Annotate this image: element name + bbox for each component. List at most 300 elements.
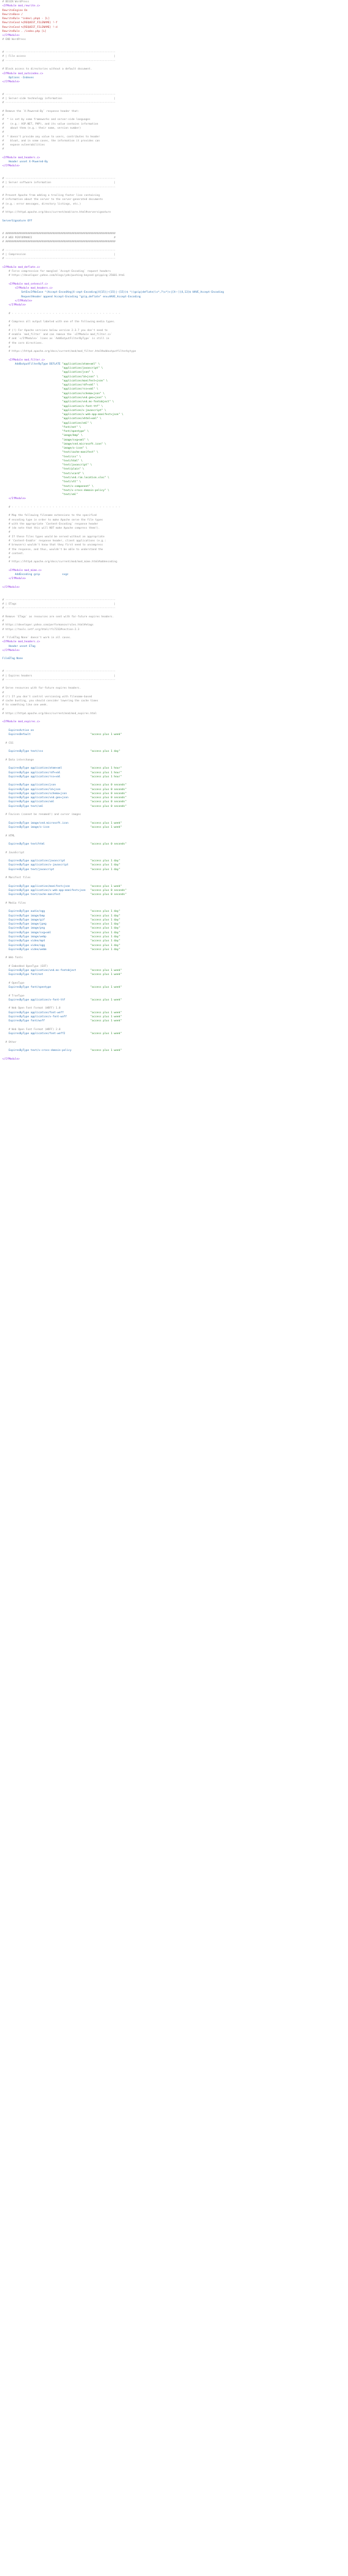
directive-value: "access plus 1 week" [90, 1020, 122, 1023]
comment-line: # ---------------------------------------------------------------------- [2, 185, 116, 189]
directive-value: "text/cache-manifest" \ [61, 451, 99, 454]
code-line [2, 590, 348, 594]
directive-value: "text/vtt" \ [61, 481, 81, 484]
directive-value: "access plus 0 seconds" [90, 893, 127, 897]
comment-line: # Web Open Font Format (WOFF) 1.0 [2, 1007, 61, 1010]
directive-value: "application/vnd.ms-fontobject" \ [61, 401, 114, 404]
directive-keyword [2, 493, 62, 496]
directive-line [2, 1019, 348, 1023]
directive-line [2, 1011, 348, 1015]
directive-line [2, 362, 348, 366]
code-line [2, 611, 348, 615]
directive-keyword: ExpiresByType image/vnd.microsoft.icon [2, 821, 90, 825]
directive-keyword: ExpiresByType font/eot [2, 973, 90, 977]
directive-line [2, 771, 348, 775]
code-line [2, 152, 348, 156]
module-tag-line: <IfModule mod_deflate.c> [2, 265, 41, 269]
comment-line: # the response, and thus, wouldn't be able to understand the [2, 548, 103, 551]
directive-line: SetEnvIfNoCase ^(Accept-EncodXng|X-cept-Encoding|X{15}|~{15}|-{15})$ ^((gzip|deflate)\s*,?\s*)+|[X~-]{4,13}$ HAVE_Accept-Encoding [2, 291, 224, 294]
directive-value: "access plus 1 week" [90, 1049, 122, 1053]
code-line [2, 105, 348, 110]
comment-line: # ---------------------------------------------------------------------- [2, 598, 116, 602]
comment-line: # Favicon (cannot be renamed!) and cursor images [2, 813, 81, 817]
directive-line [2, 438, 348, 442]
directive-keyword [2, 489, 62, 492]
directive-keyword: ExpiresByType application/x-javascript [2, 864, 90, 867]
directive-value: "image/bmp" \ [61, 434, 83, 438]
code-line [2, 754, 348, 758]
comment-line: # expose vulnerabilities [2, 144, 45, 147]
module-tag-line: </IfModule> [2, 299, 32, 303]
code-line [2, 745, 348, 749]
directive-line [2, 805, 348, 809]
directive-keyword [2, 443, 62, 446]
directive-keyword [2, 426, 62, 429]
directive-keyword: ExpiresByType application/rdf+xml [2, 771, 90, 774]
code-line [2, 354, 348, 358]
htaccess-code-listing [0, 0, 348, 1061]
directive-value: "text/xml" [61, 493, 78, 497]
comment-line: # Compress all output labeled with one of the following media types. [2, 321, 116, 324]
directive-line [2, 425, 348, 430]
directive-keyword [2, 434, 62, 437]
directive-keyword [2, 476, 62, 479]
code-line [2, 1045, 348, 1049]
directive-value: "text/javascript" \ [61, 464, 92, 467]
directive-value: "access plus 1 day" [90, 864, 121, 867]
directive-line [2, 985, 348, 989]
module-tag-line: </IfModule> [2, 649, 20, 652]
directive-value: "text/css" \ [61, 455, 81, 459]
directive-value: "access plus 1 day" [90, 750, 121, 754]
directive-line [2, 417, 348, 421]
code-line [2, 1053, 348, 1057]
directive-keyword: ExpiresByType image/svg+xml [2, 931, 90, 934]
directive-line [2, 783, 348, 787]
directive-value: "text/x-cross-domain-policy" \ [61, 489, 110, 492]
directive-line: Options -Indexes [2, 76, 34, 79]
comment-line: # | Expires headers | [2, 674, 116, 678]
comment-line: # https://developer.yahoo.com/blogs/ydn/pushing-beyond-gzipping-25601.html [2, 274, 125, 278]
directive-value: "text/x-component" \ [61, 485, 94, 488]
directive-keyword: ExpiresByType text/cache-manifest [2, 893, 90, 897]
directive-keyword: ExpiresByType application/atom+xml [2, 767, 90, 770]
directive-keyword [2, 367, 62, 370]
code-line [2, 952, 348, 956]
comment-line: # - - - - - - - - - - - - - - - - - - - - - - - - - - - - - - - - - - - [2, 312, 121, 315]
directive-value: "access plus 1 week" [90, 998, 122, 1002]
code-line [2, 716, 348, 720]
module-tag-line: </IfModule> [2, 585, 20, 589]
directive-keyword: ExpiresByType video/mp4 [2, 940, 90, 943]
directive-line [2, 409, 348, 413]
directive-value: "access plus 0 seconds" [90, 805, 127, 808]
code-line [2, 725, 348, 729]
directive-value: "access plus 1 week" [90, 733, 122, 737]
directive-value: "access plus 1 week" [90, 1016, 122, 1019]
directive-value: "access plus 1 week" [90, 826, 122, 829]
directive-line [2, 459, 348, 463]
directive-value: "access plus 1 day" [90, 914, 121, 918]
directive-keyword [2, 439, 62, 442]
code-line [2, 682, 348, 686]
directive-keyword: ExpiresByType image/x-icon [2, 826, 90, 829]
directive-line [2, 792, 348, 796]
code-line [2, 278, 348, 282]
directive-keyword: ExpiresByType text/css [2, 750, 90, 754]
directive-keyword: AddOutputFilterByType DEFLATE [2, 362, 62, 366]
directive-value: "application/atom+xml" \ [61, 362, 100, 366]
directive-value: "access plus 1 week" [90, 1032, 122, 1036]
directive-line [2, 885, 348, 889]
directive-line [2, 863, 348, 867]
comment-line: # [2, 531, 10, 534]
comment-line: # to something like one week. [2, 704, 48, 707]
module-tag-line: <IfModule mod_headers.c> [2, 287, 53, 290]
directive-keyword [2, 460, 62, 463]
code-line [2, 46, 348, 50]
directive-keyword [2, 481, 62, 483]
directive-line: Header unset ETag [2, 645, 35, 648]
directive-keyword: ExpiresByType application/xml [2, 801, 90, 804]
comment-line: # ---------------------------------------------------------------------- [2, 678, 116, 682]
directive-line [2, 948, 348, 952]
directive-value: "font/eot" \ [61, 425, 81, 429]
comment-line: # Data interchange [2, 758, 34, 762]
directive-keyword: ExpiresByType application/rss+xml [2, 775, 90, 778]
code-line [2, 762, 348, 766]
comment-line: # Web Open Font Format (WOFF) 2.0 [2, 1028, 61, 1031]
directive-keyword [2, 401, 62, 403]
comment-line: # https://developer.yahoo.com/performance/rules.html#etags [2, 624, 94, 627]
code-line [2, 63, 348, 67]
rewrite-line: RewriteEngine On [2, 9, 28, 12]
directive-value: "access plus 1 day" [90, 940, 121, 943]
code-line [2, 737, 348, 741]
directive-line [2, 421, 348, 425]
directive-value: "access plus 1 week" [90, 821, 122, 825]
directive-keyword: ExpiresByType image/png [2, 927, 90, 930]
code-line [2, 215, 348, 219]
directive-value: "access plus 1 day" [90, 860, 121, 863]
directive-keyword: ExpiresByType image/bmp [2, 914, 90, 918]
comment-line: # | Server software information | [2, 181, 116, 185]
code-line [2, 261, 348, 265]
directive-line [2, 825, 348, 829]
comment-line: # [2, 114, 4, 118]
directive-keyword [2, 417, 62, 420]
module-tag-line: <IfModule mod_expires.c> [2, 721, 41, 724]
directive-line [2, 370, 348, 374]
code-line [2, 829, 348, 834]
directive-value: "application/x-javascript" \ [61, 409, 106, 412]
module-tag-line: <IfModule mod_autoindex.c> [2, 72, 44, 75]
comment-line: # JavaScript [2, 851, 24, 854]
directive-value: "access plus 1 hour" [90, 775, 122, 778]
directive-keyword: ExpiresByType application/x-web-app-manifest+json [2, 889, 90, 893]
directive-value: "access plus 1 hour" [90, 771, 122, 774]
comment-line: # cache busting, you should consider lowering the cache times [2, 700, 99, 703]
comment-line: # about them (e.g.: their name, version number) [2, 126, 81, 130]
directive-value: "access plus 0 seconds" [90, 796, 127, 800]
directive-line [2, 472, 348, 476]
module-tag-line: <IfModule mod_mime.c> [2, 569, 42, 572]
rewrite-line: RewriteCond %{REQUEST_FILENAME} !-f [2, 21, 57, 25]
code-line [2, 501, 348, 505]
code-line [2, 581, 348, 585]
comment-line: # | ETags | [2, 602, 116, 606]
directive-keyword: ExpiresByType image/gif [2, 918, 90, 922]
comment-line: # - - - - - - - - - - - - - - - - - - - - - - - - - - - - - - - - - - - [2, 505, 121, 509]
directive-line [2, 889, 348, 893]
directive-line [2, 405, 348, 409]
comment-line: # (e.g.: ASP.NET, PHP), and its value contains information [2, 122, 99, 126]
module-tag-line: </IfModule> [2, 304, 26, 307]
directive-line [2, 442, 348, 446]
module-tag-line: <IfModule mod_rewrite.c> [2, 5, 41, 8]
comment-line: # ---------------------------------------------------------------------- [2, 93, 116, 96]
directive-line [2, 480, 348, 484]
comment-line: # https://httpd.apache.org/docs/current/mod/mod_expires.html [2, 712, 97, 715]
directive-line [2, 413, 348, 417]
directive-line [2, 1049, 348, 1053]
directive-value: "application/manifest+json" \ [61, 379, 108, 383]
directive-value: "application/rss+xml" \ [61, 388, 99, 391]
directive-keyword [2, 464, 62, 467]
directive-line [2, 485, 348, 489]
directive-line [2, 939, 348, 943]
module-tag-line: </IfModule> [2, 81, 20, 84]
directive-keyword: ExpiresDefault [2, 733, 90, 737]
code-line [2, 316, 348, 320]
directive-line [2, 392, 348, 396]
directive-keyword [2, 396, 62, 399]
comment-line: # (e.g.: error messages, directory listings, etc.) [2, 202, 81, 206]
comment-line: # the core directives. [2, 341, 44, 345]
directive-line: Header unset X-Powered-By [2, 161, 48, 164]
comment-line: # https://httpd.apache.org/docs/current/mod/mod_mime.html#addencoding [2, 561, 117, 564]
module-tag-line: </IfModule> [2, 34, 20, 38]
code-line [2, 89, 348, 93]
directive-value: "text/plain" \ [61, 468, 84, 471]
comment-line: # CSS [2, 741, 13, 745]
code-line [2, 227, 348, 231]
code-line [2, 244, 348, 248]
directive-line [2, 922, 348, 926]
comment-line: # `FileETag None` doesn't work in all cases. [2, 636, 72, 640]
directive-value: "text/vnd.rim.location.xloc" \ [61, 476, 110, 480]
comment-line: # [2, 207, 4, 210]
comment-line: # https://httpd.apache.org/docs/current/mod/core.html#serversignature [2, 211, 111, 214]
directive-line [2, 998, 348, 1002]
directive-value: "access plus 1 day" [90, 868, 121, 871]
directive-value: "access plus 0 seconds" [90, 792, 127, 795]
code-line [2, 223, 348, 227]
directive-line [2, 434, 348, 438]
directive-line [2, 450, 348, 454]
directive-line [2, 383, 348, 387]
code-line [2, 809, 348, 813]
directive-line [2, 973, 348, 977]
directive-value: "access plus 0 seconds" [90, 801, 127, 804]
directive-keyword: ExpiresByType text/x-cross-domain-policy [2, 1049, 90, 1053]
comment-line: # TrueType [2, 994, 24, 998]
comment-line: # (do note that this will NOT make Apache compress them!). [2, 527, 100, 530]
directive-value: "access plus 1 day" [90, 931, 121, 934]
code-line [2, 779, 348, 783]
comment-line: # Media files [2, 901, 26, 905]
directive-line: AddEncoding gzip svgz [2, 573, 68, 577]
module-tag-line: </IfModule> [2, 1057, 20, 1061]
comment-line: # Web fonts [2, 956, 23, 960]
comment-line: # ###################################################################### [2, 241, 116, 244]
directive-line [2, 396, 348, 400]
comment-line: # ---------------------------------------------------------------------- [2, 177, 116, 181]
comment-line: # (!) If you don't control versioning with filename-based [2, 695, 92, 698]
directive-line [2, 455, 348, 459]
comment-line: # Remove `ETags` as resources are sent with far-future expires headers. [2, 615, 114, 618]
code-line [2, 905, 348, 909]
code-line [2, 632, 348, 636]
code-line [2, 977, 348, 981]
directive-keyword [2, 376, 62, 379]
comment-line: # [2, 691, 4, 694]
directive-line [2, 766, 348, 770]
comment-line: # content. [2, 552, 24, 555]
directive-value: "access plus 1 day" [90, 944, 121, 947]
rewrite-line: RewriteRule ^index\.php$ - [L] [2, 17, 50, 21]
module-tag-line: <IfModule mod_setenvif.c> [2, 282, 48, 286]
directive-value: "access plus 1 week" [90, 973, 122, 977]
code-line [2, 84, 348, 88]
directive-value: "application/x-font-ttf" \ [61, 405, 103, 408]
directive-keyword [2, 468, 62, 471]
directive-value: "application/xhtml+xml" \ [61, 417, 102, 421]
directive-value: "access plus 1 week" [90, 969, 122, 973]
directive-value: "access plus 1 day" [90, 935, 121, 938]
rewrite-line: RewriteRule . /index.php [L] [2, 30, 46, 33]
directive-line [2, 926, 348, 930]
directive-value: "access plus 1 day" [90, 927, 121, 930]
directive-line [2, 893, 348, 897]
comment-line: # Prevent Apache from adding a trailing footer line containing [2, 194, 100, 198]
directive-value: "access plus 1 week" [90, 1011, 122, 1014]
directive-line [2, 430, 348, 434]
directive-value: "access plus 1 hour" [90, 767, 122, 770]
directive-keyword [2, 392, 62, 395]
directive-keyword [2, 380, 62, 383]
code-line [2, 1036, 348, 1040]
directive-keyword: ExpiresByType application/manifest+json [2, 885, 90, 888]
directive-value: "application/x-web-app-manifest+json" \ [61, 413, 124, 417]
directive-keyword: ExpiresByType application/ld+json [2, 788, 90, 791]
directive-line: FileETag None [2, 657, 23, 661]
comment-line: # https://tools.ietf.org/html/rfc7232#section-2.3 [2, 628, 79, 631]
directive-value: "application/schema+json" \ [61, 392, 105, 395]
rewrite-line: RewriteBase / [2, 13, 23, 16]
code-line [2, 169, 348, 173]
comment-line: # browsers) wouldn't know that they first need to uncompress [2, 544, 103, 547]
module-tag-line: <IfModule mod_filter.c> [2, 358, 45, 362]
comment-line: # encoding type in order to make Apache serve the file types [2, 518, 103, 522]
code-line [2, 653, 348, 657]
directive-value: "access plus 1 day" [90, 923, 121, 926]
directive-value: "application/xml" \ [61, 421, 92, 425]
comment-line: # ---------------------------------------------------------------------- [2, 257, 116, 261]
directive-line [2, 775, 348, 779]
directive-value: "access plus 1 day" [90, 918, 121, 922]
directive-keyword: ExpiresByType text/html [2, 843, 90, 846]
comment-line: # ---------------------------------------------------------------------- [2, 670, 116, 674]
directive-keyword [2, 371, 62, 374]
comment-line: # Other [2, 1040, 17, 1044]
directive-value: "access plus 1 day" [90, 948, 121, 951]
comment-line: # Force compression for mangled `Accept-Encoding` request headers [2, 270, 111, 273]
code-line [2, 661, 348, 665]
directive-line [2, 493, 348, 497]
directive-line [2, 944, 348, 948]
directive-keyword: ExpiresByType application/vnd.geo+json [2, 796, 90, 800]
comment-line: # HTML [2, 834, 15, 838]
directive-keyword: ExpiresByType application/vnd.ms-fontobject [2, 969, 90, 973]
code-line [2, 1024, 348, 1028]
comment-line: # enable `mod_filter` and can remove the `<IfModule mod_filter.c>` [2, 333, 113, 336]
directive-line [2, 733, 348, 737]
directive-value: "access plus 0 seconds" [90, 843, 127, 846]
code-line [2, 881, 348, 885]
directive-value: "font/opentype" \ [61, 430, 89, 434]
comment-line: # ---------------------------------------------------------------------- [2, 607, 116, 610]
module-tag-line: </IfModule> [2, 577, 26, 581]
directive-line [2, 1032, 348, 1036]
comment-line: # [2, 131, 4, 134]
directive-line [2, 446, 348, 450]
directive-keyword: ExpiresByType application/javascript [2, 860, 90, 863]
directive-keyword [2, 485, 62, 488]
directive-value: "application/vnd.geo+json" \ [61, 396, 106, 399]
comment-line: # Serve resources with far-future expires headers. [2, 687, 81, 690]
code-line [2, 989, 348, 994]
directive-line [2, 489, 348, 493]
directive-line: ExpiresActive on [2, 729, 34, 732]
directive-keyword: ExpiresByType application/x-font-ttf [2, 998, 90, 1002]
directive-keyword: ExpiresByType image/webp [2, 935, 90, 938]
directive-line [2, 800, 348, 804]
directive-value: "access plus 0 seconds" [90, 889, 127, 893]
directive-keyword: ExpiresByType application/json [2, 784, 90, 787]
comment-line: # ---------------------------------------------------------------------- [2, 249, 116, 252]
comment-line: # [2, 556, 10, 560]
comment-line: # | Compression | [2, 253, 116, 256]
directive-keyword [2, 388, 62, 391]
directive-line [2, 842, 348, 846]
comment-line: # [2, 345, 10, 349]
code-line [2, 42, 348, 46]
directive-line: RequestHeader append Accept-Encoding "gzip,deflate" env=HAVE_Accept-Encoding [2, 295, 141, 299]
directive-line [2, 400, 348, 404]
comment-line: # OpenType [2, 981, 24, 985]
code-line [2, 565, 348, 569]
comment-line: # | File access | [2, 55, 116, 59]
comment-line: # `Content-Enable` response header, client applications (e.g.: [2, 540, 106, 543]
directive-keyword [2, 422, 62, 425]
comment-line: # Manifest files [2, 876, 31, 880]
comment-line: # ---------------------------------------------------------------------- [2, 51, 116, 54]
comment-line: # and `</IfModule>` lines as `AddOutputFilterByType` is still in [2, 337, 110, 341]
module-tag-line: <IfModule mod_headers.c> [2, 156, 41, 159]
directive-value: "access plus 1 week" [90, 885, 122, 888]
directive-line [2, 859, 348, 863]
